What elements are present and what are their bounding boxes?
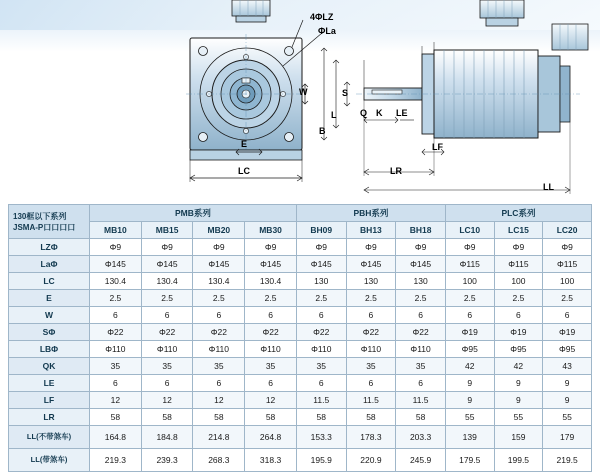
table-cell: 2.5 (193, 290, 245, 307)
table-cell: 35 (296, 358, 346, 375)
table-cell: 58 (193, 409, 245, 426)
table-cell: 6 (396, 307, 446, 324)
table-cell: 9 (445, 375, 494, 392)
table-cell: 139 (445, 426, 494, 449)
table-cell: 12 (245, 392, 297, 409)
table-cell: 42 (494, 358, 543, 375)
table-cell: 130.4 (245, 273, 297, 290)
table-cell: Φ22 (396, 324, 446, 341)
table-cell: Φ9 (346, 239, 396, 256)
model-header-lc20: LC20 (543, 222, 592, 239)
table-cell: 100 (494, 273, 543, 290)
table-cell: 12 (90, 392, 142, 409)
table-row (9, 426, 592, 449)
table-row (9, 341, 592, 358)
table-row (9, 256, 592, 273)
table-cell: 12 (141, 392, 193, 409)
table-cell: Φ95 (494, 341, 543, 358)
table-cell: 11.5 (396, 392, 446, 409)
row-label: LF (9, 392, 90, 409)
row-label: SΦ (9, 324, 90, 341)
table-cell: Φ110 (396, 341, 446, 358)
table-cell: 58 (346, 409, 396, 426)
table-cell: 35 (346, 358, 396, 375)
corner-line-2: JSMA-P口口口口 (13, 222, 76, 232)
table-cell: 6 (543, 307, 592, 324)
label-ll: LL (543, 182, 554, 192)
specification-table (8, 204, 592, 472)
table-cell: Φ115 (543, 256, 592, 273)
model-header-mb20: MB20 (193, 222, 245, 239)
model-header-bh09: BH09 (296, 222, 346, 239)
table-cell: 6 (346, 307, 396, 324)
row-label: E (9, 290, 90, 307)
label-l: L (331, 110, 337, 120)
group-header-pmb: PMB系列 (90, 205, 297, 222)
row-label: QK (9, 358, 90, 375)
table-cell: Φ22 (245, 324, 297, 341)
table-cell: 9 (445, 392, 494, 409)
table-cell: Φ95 (445, 341, 494, 358)
table-row (9, 273, 592, 290)
table-cell: 6 (396, 375, 446, 392)
table-cell: 58 (90, 409, 142, 426)
row-label: LR (9, 409, 90, 426)
row-label: LL(不带煞车) (9, 426, 90, 449)
table-cell: 100 (445, 273, 494, 290)
table-cell: 9 (494, 375, 543, 392)
table-cell: Φ22 (141, 324, 193, 341)
label-le: LE (396, 108, 408, 118)
table-row (9, 392, 592, 409)
table-cell: 2.5 (494, 290, 543, 307)
table-cell: 2.5 (396, 290, 446, 307)
table-cell: 130 (396, 273, 446, 290)
group-header-plc: PLC系列 (445, 205, 591, 222)
table-cell: 245.9 (396, 449, 446, 472)
table-cell: 58 (141, 409, 193, 426)
label-b: B (319, 126, 326, 136)
model-header-bh13: BH13 (346, 222, 396, 239)
table-cell: 43 (543, 358, 592, 375)
table-cell: Φ9 (396, 239, 446, 256)
table-cell: Φ110 (193, 341, 245, 358)
table-row (9, 307, 592, 324)
table-cell: 2.5 (141, 290, 193, 307)
table-cell: 6 (90, 307, 142, 324)
table-cell: 6 (193, 375, 245, 392)
table-cell: Φ110 (245, 341, 297, 358)
model-header-lc10: LC10 (445, 222, 494, 239)
table-cell: 178.3 (346, 426, 396, 449)
table-cell: 2.5 (296, 290, 346, 307)
row-label: LaΦ (9, 256, 90, 273)
table-cell: Φ115 (445, 256, 494, 273)
table-cell: 35 (396, 358, 446, 375)
corner-line-1: 130框以下系列 (13, 211, 67, 221)
label-k: K (376, 108, 383, 118)
table-cell: 130.4 (90, 273, 142, 290)
table-cell: 219.5 (543, 449, 592, 472)
table-cell: Φ145 (193, 256, 245, 273)
table-cell: 6 (445, 307, 494, 324)
table-row (9, 375, 592, 392)
table-cell: 239.3 (141, 449, 193, 472)
table-cell: 220.9 (346, 449, 396, 472)
label-lf: LF (432, 142, 443, 152)
table-cell: Φ9 (296, 239, 346, 256)
table-cell: 153.3 (296, 426, 346, 449)
table-cell: Φ9 (543, 239, 592, 256)
table-row (9, 239, 592, 256)
table-cell: Φ9 (445, 239, 494, 256)
table-cell: 55 (445, 409, 494, 426)
table-cell: Φ110 (296, 341, 346, 358)
model-header-mb15: MB15 (141, 222, 193, 239)
table-cell: 35 (90, 358, 142, 375)
table-cell: Φ145 (296, 256, 346, 273)
table-cell: 219.3 (90, 449, 142, 472)
table-cell: Φ19 (543, 324, 592, 341)
table-cell: Φ9 (90, 239, 142, 256)
table-cell: 9 (543, 392, 592, 409)
row-label: LL(带煞车) (9, 449, 90, 472)
table-cell: Φ22 (296, 324, 346, 341)
table-cell: 11.5 (296, 392, 346, 409)
table-cell: 6 (245, 375, 297, 392)
table-cell: 159 (494, 426, 543, 449)
table-cell: 318.3 (245, 449, 297, 472)
table-cell: 58 (245, 409, 297, 426)
model-header-lc15: LC15 (494, 222, 543, 239)
table-cell: 55 (543, 409, 592, 426)
table-cell: 42 (445, 358, 494, 375)
table-cell: Φ145 (396, 256, 446, 273)
table-cell: 9 (494, 392, 543, 409)
table-cell: Φ22 (90, 324, 142, 341)
table-cell: 164.8 (90, 426, 142, 449)
table-cell: 214.8 (193, 426, 245, 449)
table-cell: 6 (296, 375, 346, 392)
table-row (9, 358, 592, 375)
table-cell: 100 (543, 273, 592, 290)
group-header-pbh: PBH系列 (296, 205, 445, 222)
table-cell: Φ110 (346, 341, 396, 358)
drawing-svg (0, 0, 600, 198)
row-label: LE (9, 375, 90, 392)
table-cell: 130 (296, 273, 346, 290)
table-cell: 6 (141, 307, 193, 324)
table-cell: 6 (193, 307, 245, 324)
table-cell: Φ9 (193, 239, 245, 256)
table-cell: 2.5 (245, 290, 297, 307)
table-row (9, 409, 592, 426)
table-cell: 6 (90, 375, 142, 392)
table-cell: 2.5 (346, 290, 396, 307)
table-cell: 58 (296, 409, 346, 426)
label-s: S (342, 88, 349, 98)
label-4-lz: 4ΦLZ (310, 12, 334, 22)
label-e: E (241, 139, 248, 149)
table-cell: Φ9 (141, 239, 193, 256)
left-view-connector (232, 0, 270, 22)
table-cell: Φ115 (494, 256, 543, 273)
table-cell: 6 (494, 307, 543, 324)
table-cell: 264.8 (245, 426, 297, 449)
table-cell: Φ9 (245, 239, 297, 256)
table-cell: Φ9 (494, 239, 543, 256)
table-cell: 2.5 (445, 290, 494, 307)
table-cell: Φ110 (141, 341, 193, 358)
table-cell: 35 (245, 358, 297, 375)
row-label: LC (9, 273, 90, 290)
table-cell: Φ145 (346, 256, 396, 273)
row-label: LZΦ (9, 239, 90, 256)
table-cell: 55 (494, 409, 543, 426)
model-header-mb30: MB30 (245, 222, 297, 239)
table-cell: 199.5 (494, 449, 543, 472)
label-lc: LC (238, 166, 250, 176)
table-cell: Φ19 (445, 324, 494, 341)
table-model-header-row (9, 222, 592, 239)
table-cell: 130 (346, 273, 396, 290)
table-cell: 130.4 (193, 273, 245, 290)
table-cell: 9 (543, 375, 592, 392)
table-cell: 6 (346, 375, 396, 392)
table-cell: Φ110 (90, 341, 142, 358)
label-w: W (299, 87, 308, 97)
label-lr: LR (390, 166, 402, 176)
label-q: Q (360, 108, 368, 118)
table-cell: Φ145 (90, 256, 142, 273)
row-label: LBΦ (9, 341, 90, 358)
table-row (9, 449, 592, 472)
table-cell: 35 (193, 358, 245, 375)
table-cell: Φ22 (346, 324, 396, 341)
table-cell: 203.3 (396, 426, 446, 449)
table-cell: 6 (141, 375, 193, 392)
table-cell: Φ19 (494, 324, 543, 341)
right-view-shaft (356, 0, 588, 138)
technical-drawing (0, 0, 600, 198)
table-cell: 184.8 (141, 426, 193, 449)
table-cell: Φ145 (141, 256, 193, 273)
table-group-header-row (9, 205, 592, 222)
table-cell: 35 (141, 358, 193, 375)
table-row (9, 290, 592, 307)
table-row (9, 324, 592, 341)
table-cell: 179.5 (445, 449, 494, 472)
table-cell: 2.5 (90, 290, 142, 307)
table-cell: Φ95 (543, 341, 592, 358)
table-corner-cell (9, 205, 90, 239)
table-cell: 179 (543, 426, 592, 449)
table-cell: 58 (396, 409, 446, 426)
model-header-mb10: MB10 (90, 222, 142, 239)
table-cell: 2.5 (543, 290, 592, 307)
table-cell: Φ145 (245, 256, 297, 273)
table-cell: 6 (296, 307, 346, 324)
table-cell: 12 (193, 392, 245, 409)
model-header-bh18: BH18 (396, 222, 446, 239)
table-cell: 268.3 (193, 449, 245, 472)
table-cell: 130.4 (141, 273, 193, 290)
table-cell: Φ22 (193, 324, 245, 341)
table-cell: 11.5 (346, 392, 396, 409)
table-cell: 6 (245, 307, 297, 324)
table-cell: 195.9 (296, 449, 346, 472)
label-phi-la: ΦLa (318, 26, 336, 36)
row-label: W (9, 307, 90, 324)
